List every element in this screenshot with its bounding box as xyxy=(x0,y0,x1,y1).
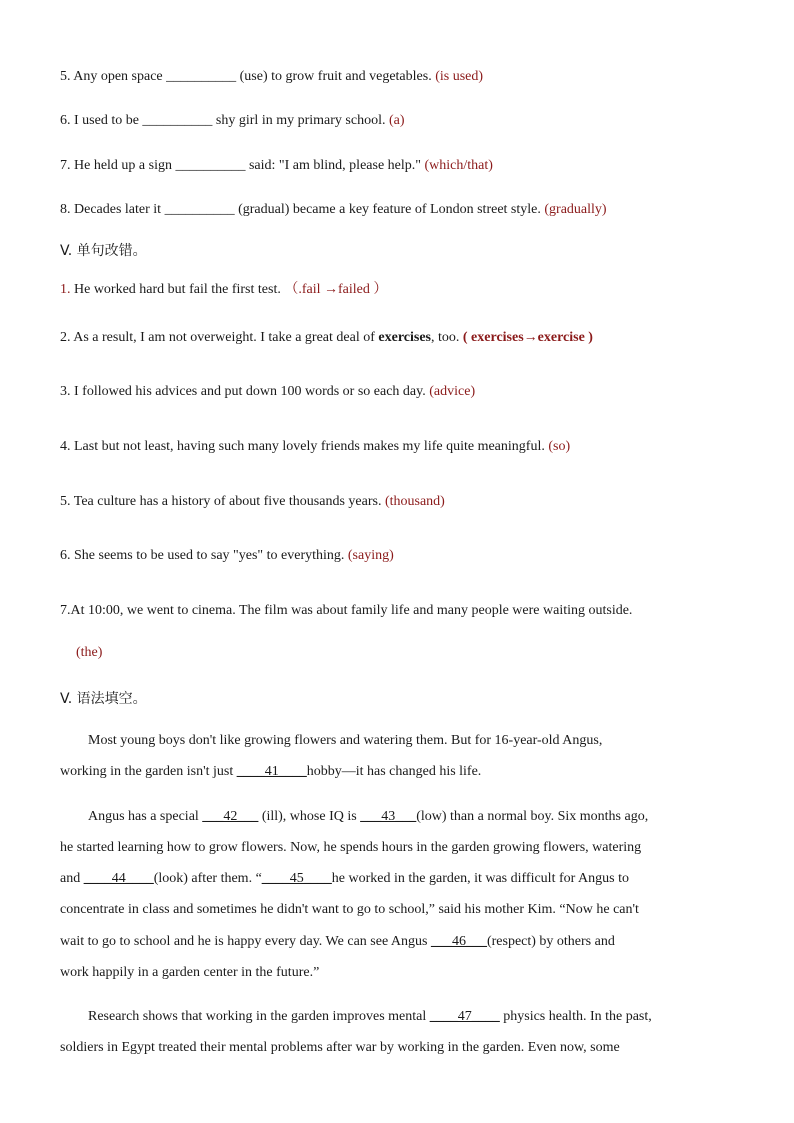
blank-number: ____41____ xyxy=(236,764,307,779)
answer: (gradually) xyxy=(544,202,607,217)
passage-text: physics health. In the past, xyxy=(499,1009,652,1024)
correction-item-4: 4. Last but not least, having such many lovely friends makes my life quite meaningful. (so) xyxy=(60,439,571,454)
correction-item-5: 5. Tea culture has a history of about five thousands years. (thousand) xyxy=(60,494,445,509)
correction-item-6: 6. She seems to be used to say "yes" to everything. (saying) xyxy=(60,548,394,563)
fill-item-5: 5. Any open space __________ (use) to grow fruit and vegetables. (is used) xyxy=(60,69,484,84)
passage-text: working in the garden isn't just xyxy=(60,764,237,779)
answer: (a) xyxy=(388,113,405,128)
section-heading-grammar: V. 语法填空。 xyxy=(60,691,147,707)
passage-line xyxy=(88,732,602,750)
passage-text: hobby—it has changed his life. xyxy=(306,764,482,779)
section-heading-correction: V. 单句改错。 xyxy=(60,243,147,259)
passage-line xyxy=(60,763,481,781)
answer: (which/that) xyxy=(424,158,493,173)
passage-text: Most young boys don't like growing flowers and watering them. But for 16-year-old Angus, xyxy=(88,733,603,748)
passage-line xyxy=(88,1008,652,1026)
answer: (is used) xyxy=(435,69,484,84)
passage-line xyxy=(60,839,641,857)
answer: (advice) xyxy=(429,384,476,399)
blank-number: ___46___ xyxy=(430,934,487,949)
answer: (saying) xyxy=(347,548,394,563)
fill-item-8: 8. Decades later it __________ (gradual) became a key feature of London street style. (gradually) xyxy=(60,202,607,217)
correction-item-7: 7.At 10:00, we went to cinema. The film was about family life and many people were waiting outside. xyxy=(60,603,633,618)
passage-line xyxy=(60,933,615,951)
passage-text: and xyxy=(60,871,84,886)
passage-text: he worked in the garden, it was difficult for Angus to xyxy=(331,871,629,886)
blank-number: ____47____ xyxy=(429,1009,500,1024)
passage-text: wait to go to school and he is happy every day. We can see Angus xyxy=(60,934,431,949)
fill-item-6: 6. I used to be __________ shy girl in my primary school. (a) xyxy=(60,113,405,128)
fill-item-7: 7. He held up a sign __________ said: "I am blind, please help." (which/that) xyxy=(60,158,493,173)
answer: （.fail →failed ） xyxy=(284,282,388,297)
passage-text: he started learning how to grow flowers. Now, he spends hours in the garden growing flowers, watering xyxy=(60,840,642,855)
passage-text: (low) than a normal boy. Six months ago, xyxy=(416,809,649,824)
correction-item-1: 1. He worked hard but fail the first test. （.fail →failed ） xyxy=(60,282,388,297)
blank-number: ____44____ xyxy=(83,871,154,886)
passage-text: Angus has a special xyxy=(88,809,203,824)
passage-text: (respect) by others and xyxy=(486,934,615,949)
passage-line xyxy=(60,964,319,982)
answer: (thousand) xyxy=(384,494,445,509)
passage-line xyxy=(88,808,648,826)
blank-number: ___42___ xyxy=(202,809,259,824)
answer: (the) xyxy=(76,645,103,660)
passage-text: (look) after them. “ xyxy=(153,871,262,886)
correction-item-3: 3. I followed his advices and put down 100 words or so each day. (advice) xyxy=(60,384,476,399)
passage-text: Research shows that working in the garden improves mental xyxy=(88,1009,430,1024)
passage-text: work happily in a garden center in the future.” xyxy=(60,965,320,980)
answer: (so) xyxy=(548,439,571,454)
correction-item-2: 2. As a result, I am not overweight. I take a great deal of exercises, too. ( exercises→exercise ) xyxy=(60,330,593,345)
blank-number: ___43___ xyxy=(360,809,417,824)
passage-line xyxy=(60,1039,620,1057)
passage-text: concentrate in class and sometimes he didn't want to go to school,” said his mother Kim. “Now he can't xyxy=(60,902,639,917)
blank-number: ____45____ xyxy=(261,871,332,886)
answer: ( exercises→exercise ) xyxy=(462,330,593,345)
passage-text: soldiers in Egypt treated their mental problems after war by working in the garden. Even now, some xyxy=(60,1040,620,1055)
passage-line xyxy=(60,901,639,919)
passage-text: (ill), whose IQ is xyxy=(258,809,361,824)
passage-line xyxy=(60,870,629,888)
